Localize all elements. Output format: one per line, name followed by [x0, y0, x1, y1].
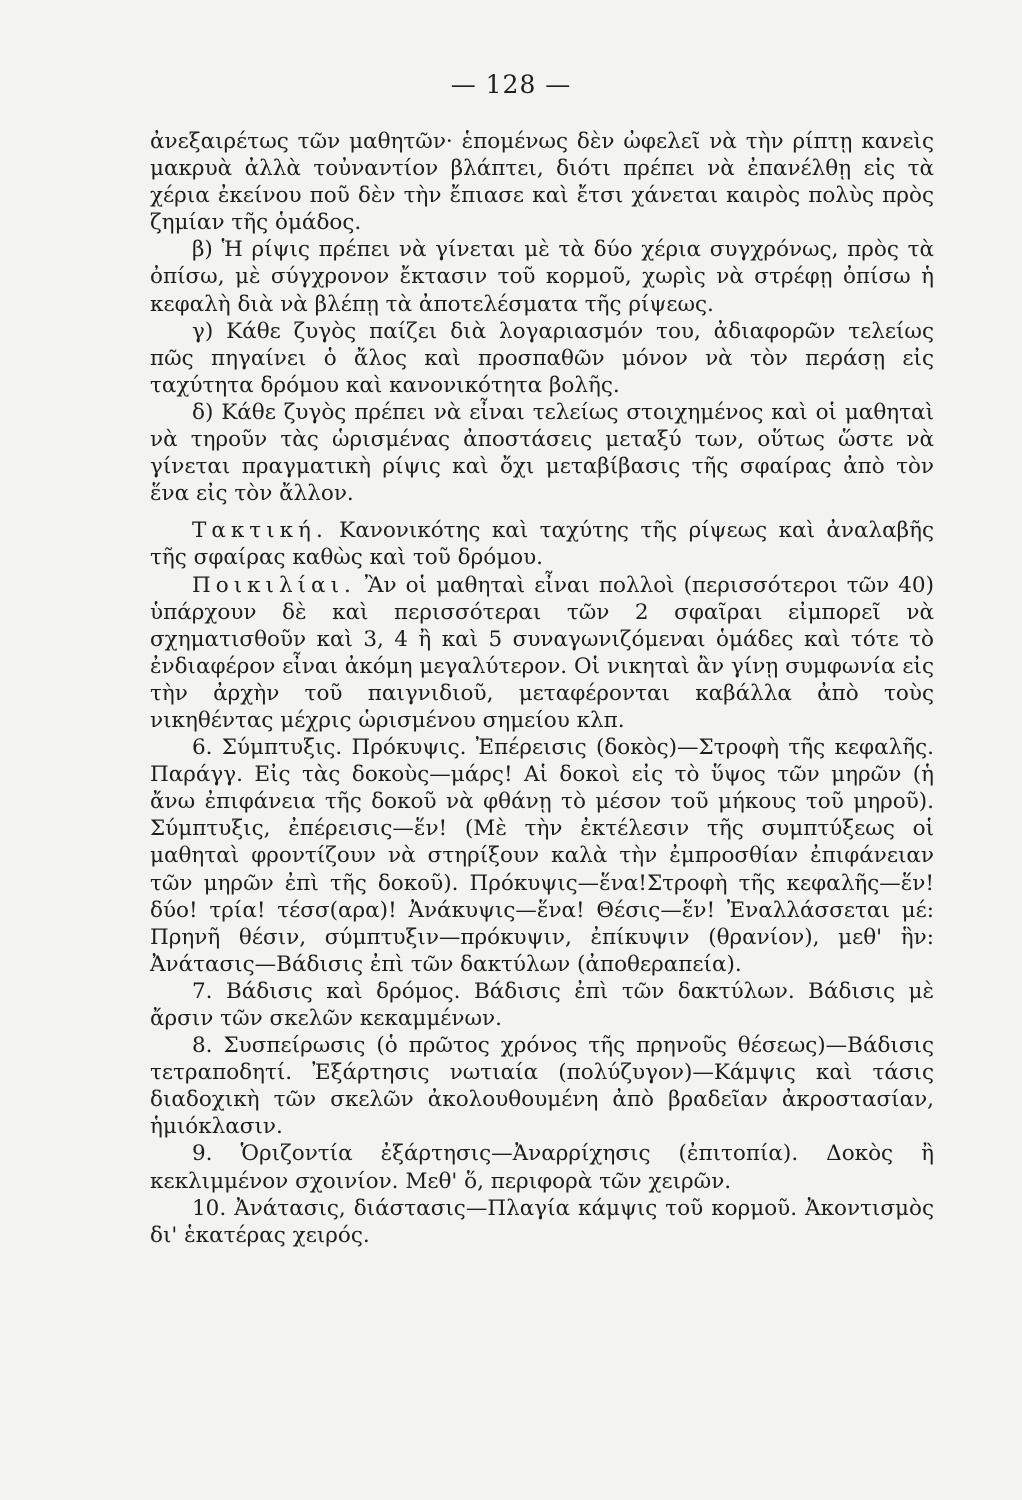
paragraph-exercise-9: 9. Ὁριζοντία ἐξάρτησις—Ἀναρρίχησις (ἐπιτοπία). Δοκὸς ἢ κεκλιμμένον σχοινίον. Μεθ' ὅ, περιφορὰ τῶν χειρῶν. — [150, 1141, 934, 1194]
paragraph-exercise-8: 8. Συσπείρωσις (ὁ πρῶτος χρόνος τῆς πρηνοῦς θέσεως)—Βάδισις τετραποδητί. Ἐξάρτησις νωτιαία (πολύζυγον)—Κάμψις καὶ τάσις διαδοχικὴ τῶν σκελῶν ἀκολουθουμένη ἀπὸ βραδεῖαν ἀκροστασίαν, ἡμιόκλασιν. — [150, 1033, 934, 1140]
paragraph-continuation: ἀνεξαιρέτως τῶν μαθητῶν· ἑπομένως δὲν ὠφελεῖ νὰ τὴν ρίπτῃ κανεὶς μακρυὰ ἀλλὰ τοὐναντίον βλάπτει, διότι πρέπει νὰ ἐπανέλθῃ εἰς τὰ χέρια ἐκείνου ποῦ δὲν τὴν ἔπιασε καὶ ἔτσι χάνεται καιρὸς πολὺς πρὸς ζημίαν τῆς ὁμάδος. — [150, 129, 934, 236]
paragraph-exercise-6: 6. Σύμπτυξις. Πρόκυψις. Ἐπέρεισις (δοκὸς)—Στροφὴ τῆς κεφαλῆς. Παράγγ. Εἰς τὰς δοκοὺς—μάρς! Αἱ δοκοὶ εἰς τὸ ὕψος τῶν μηρῶν (ἡ ἄνω ἐπιφάνεια τῆς δοκοῦ νὰ φθάνῃ τὸ μέσον τοῦ μήκους τοῦ μηροῦ). Σύμπτυξις, ἐπέρεισις—ἕν! (Μὲ τὴν ἐκτέλεσιν τῆς συμπτύξεως οἱ μαθηταὶ φροντίζουν νὰ στηρίξουν καλὰ τὴν ἐμπροσθίαν ἐπιφάνειαν τῶν μηρῶν ἐπὶ τῆς δοκοῦ). Πρόκυψις—ἕνα!Στροφὴ τῆς κεφαλῆς—ἕν! δύο! τρία! τέσσ(αρα)! Ἀνάκυψις—ἕνα! Θέσις—ἕν! Ἐναλλάσσεται μέ: Πρηνῆ θέσιν, σύμπτυξιν—πρόκυψιν, ἐπίκυψιν (θρανίον), μεθ' ἣν: Ἀνάτασις—Βάδισις ἐπὶ τῶν δακτύλων (ἀποθεραπεία). — [150, 735, 934, 977]
paragraph-exercise-10: 10. Ἀνάτασις, διάστασις—Πλαγία κάμψις τοῦ κορμοῦ. Ἀκοντισμὸς δι' ἑκατέρας χειρός. — [150, 1195, 934, 1248]
variations-heading: Ποικιλίαι. — [192, 572, 356, 598]
paragraph-variations — [150, 572, 934, 735]
page-number: — 128 — — [450, 70, 572, 99]
paragraph-tactics — [150, 517, 934, 571]
body-text — [150, 128, 934, 1249]
paragraph-exercise-7: 7. Βάδισις καὶ δρόμος. Βάδισις ἐπὶ τῶν δακτύλων. Βάδισις μὲ ἄρσιν τῶν σκελῶν κεκαμμένων. — [150, 978, 934, 1031]
paragraph-rule-d: δ) Κάθε ζυγὸς πρέπει νὰ εἶναι τελείως στοιχημένος καὶ οἱ μαθηταὶ νὰ τηροῦν τὰς ὡρισμένας ἀποστάσεις μεταξύ των, οὕτως ὥστε νὰ γίνεται πραγματικὴ ρίψις καὶ ὄχι μεταβίβασις τῆς σφαίρας ἀπὸ τὸν ἕνα εἰς τὸν ἄλλον. — [150, 399, 934, 507]
paragraph-rule-b: β) Ἡ ρίψις πρέπει νὰ γίνεται μὲ τὰ δύο χέρια συγχρόνως, πρὸς τὰ ὀπίσω, μὲ σύγχρονον ἔκτασιν τοῦ κορμοῦ, χωρὶς νὰ στρέφῃ ὀπίσω ἡ κεφαλὴ διὰ νὰ βλέπῃ τὰ ἀποτελέσματα τῆς ρίψεως. — [150, 237, 934, 317]
tactics-heading: Τακτική. — [192, 518, 328, 544]
paragraph-rule-c: γ) Κάθε ζυγὸς παίζει διὰ λογαριασμόν του, ἀδιαφορῶν τελείως πῶς πηγαίνει ὁ ἄλος καὶ προσπαθῶν μόνον νὰ τὸν περάσῃ εἰς ταχύτητα δρόμου καὶ κανονικότητα βολῆς. — [150, 318, 934, 398]
variations-text: Ἂν οἱ μαθηταὶ εἶναι πολλοὶ (περισσότεροι τῶν 40) ὑπάρχουν δὲ καὶ περισσότεραι τῶν 2 σφαῖραι εἰμπορεῖ νὰ σχηματισθοῦν καὶ 3, 4 ἢ καὶ 5 συναγωνιζόμεναι ὁμάδες καὶ τότε τὸ ἐνδιαφέρον εἶναι ἀκόμη μεγαλύτερον. Οἱ νικηταὶ ἂν γίνῃ συμφωνία εἰς τὴν ἀρχὴν τοῦ παιγνιδιοῦ, μεταφέρονται καβάλλα ἀπὸ τοὺς νικηθέντας μέχρις ὡρισμένου σημείου κλπ. — [150, 572, 934, 733]
tactics-text: Κανονικότης καὶ ταχύτης τῆς ρίψεως καὶ ἀναλαβῆς τῆς σφαίρας καθὼς καὶ τοῦ δρόμου. — [150, 518, 934, 571]
